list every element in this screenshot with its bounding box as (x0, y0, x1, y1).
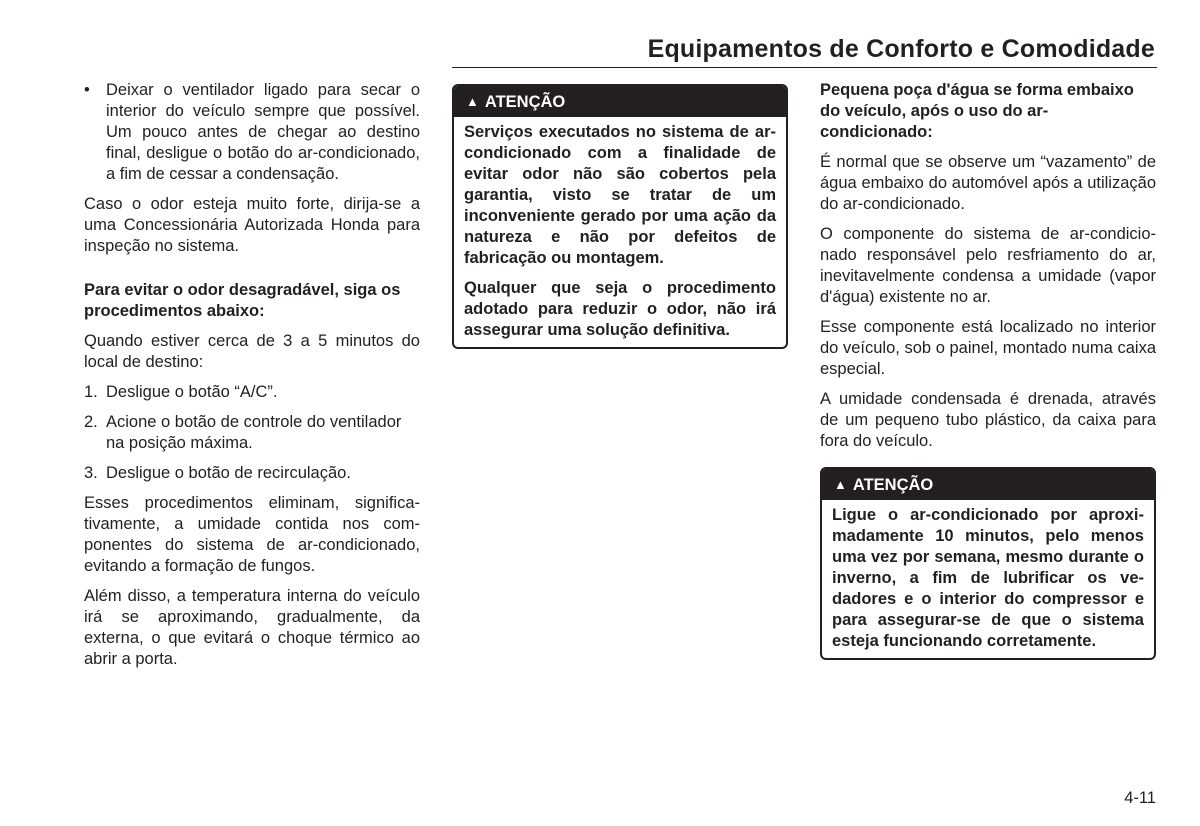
section-subheading: Pequena poça d'água se forma embaixo do veículo, após o uso do ar-condicionado: (820, 81, 1134, 141)
list-text: Desligue o botão de recirculação. (106, 464, 351, 482)
paragraph: Quando estiver cerca de 3 a 5 minutos do local de destino: (84, 332, 420, 371)
warning-title: ATENÇÃO (852, 476, 934, 494)
left-column (84, 80, 420, 679)
warning-body (454, 117, 786, 347)
warning-header (822, 469, 1154, 500)
paragraph: Além disso, a temperatura interna do veículo irá se aproximando, gradualmente, da externa, o que evitará o choque térmico ao abrir a porta. (84, 587, 420, 668)
warning-text: Qualquer que seja o procedimento adotado para reduzir o odor, não irá assegurar uma solução definitiva. (464, 279, 776, 339)
page-title: Equipamentos de Conforto e Comodidade (647, 35, 1155, 63)
warning-text: Ligue o ar-condicionado por aproximadamente 10 minutos, pelo menos uma vez por semana, mesmo durante o inverno, a fim de lubrificar os vedadores e o interior do compressor e para assegurar-se de que o sistema esteja funcionando corretamente. (832, 506, 1144, 650)
warning-box (820, 467, 1156, 660)
page-number: 4-11 (1124, 789, 1156, 807)
warning-text: Serviços executados no sistema de ar-condicionado com a finalidade de evitar odor não são cobertos pela garantia, visto se tratar de um inconveniente gerado por uma ação da natureza e não por defeitos de fabricação ou montagem. (464, 123, 776, 267)
paragraph: É normal que se observe um “vazamento” de água embaixo do automóvel após a utilização do ar-condicionado. (820, 153, 1156, 213)
warning-header (454, 86, 786, 117)
section-subheading: Para evitar o odor desagradável, siga os procedimentos abaixo: (84, 281, 401, 320)
warning-title: ATENÇÃO (484, 93, 566, 111)
bullet-item (84, 80, 420, 185)
right-column (820, 80, 1156, 660)
paragraph: Esse componente está localizado no interior do veículo, sob o painel, montado numa caixa especial. (820, 318, 1156, 378)
paragraph: Esses procedimentos eliminam, significativamente, a umidade contida nos componentes do sistema de ar-condicionado, evitando a formação de fungos. (84, 494, 420, 575)
bullet-text: Deixar o ventilador ligado para secar o interior do veículo sempre que possível. Um pouco antes de chegar ao destino final, desligue o botão do ar-condicionado, a fim de cessar a condensação. (106, 81, 420, 183)
paragraph: O componente do sistema de ar-condicionado responsável pelo resfriamento do ar, inevitavelmente condensa a umidade (vapor d'água) existente no ar. (820, 225, 1156, 306)
bullet-icon: • (84, 81, 90, 99)
list-item (84, 412, 420, 454)
middle-column (452, 84, 788, 349)
list-text: Desligue o botão “A/C”. (106, 383, 278, 401)
list-number: 1. (84, 383, 98, 401)
warning-body (822, 500, 1154, 658)
warning-triangle-icon: ▲ (466, 94, 479, 109)
paragraph: Caso o odor esteja muito forte, dirija-se a uma Concessionária Autorizada Honda para inspeção no sistema. (84, 195, 420, 255)
list-number: 2. (84, 413, 98, 431)
list-item (84, 382, 420, 403)
paragraph: A umidade condensada é drenada, através de um pequeno tubo plástico, da caixa para fora do veículo. (820, 390, 1156, 450)
header-rule (452, 67, 1157, 68)
list-item (84, 463, 420, 484)
list-text: Acione o botão de controle do ventilador na posição máxima. (106, 413, 402, 452)
warning-triangle-icon: ▲ (834, 477, 847, 492)
warning-box (452, 84, 788, 349)
list-number: 3. (84, 464, 98, 482)
